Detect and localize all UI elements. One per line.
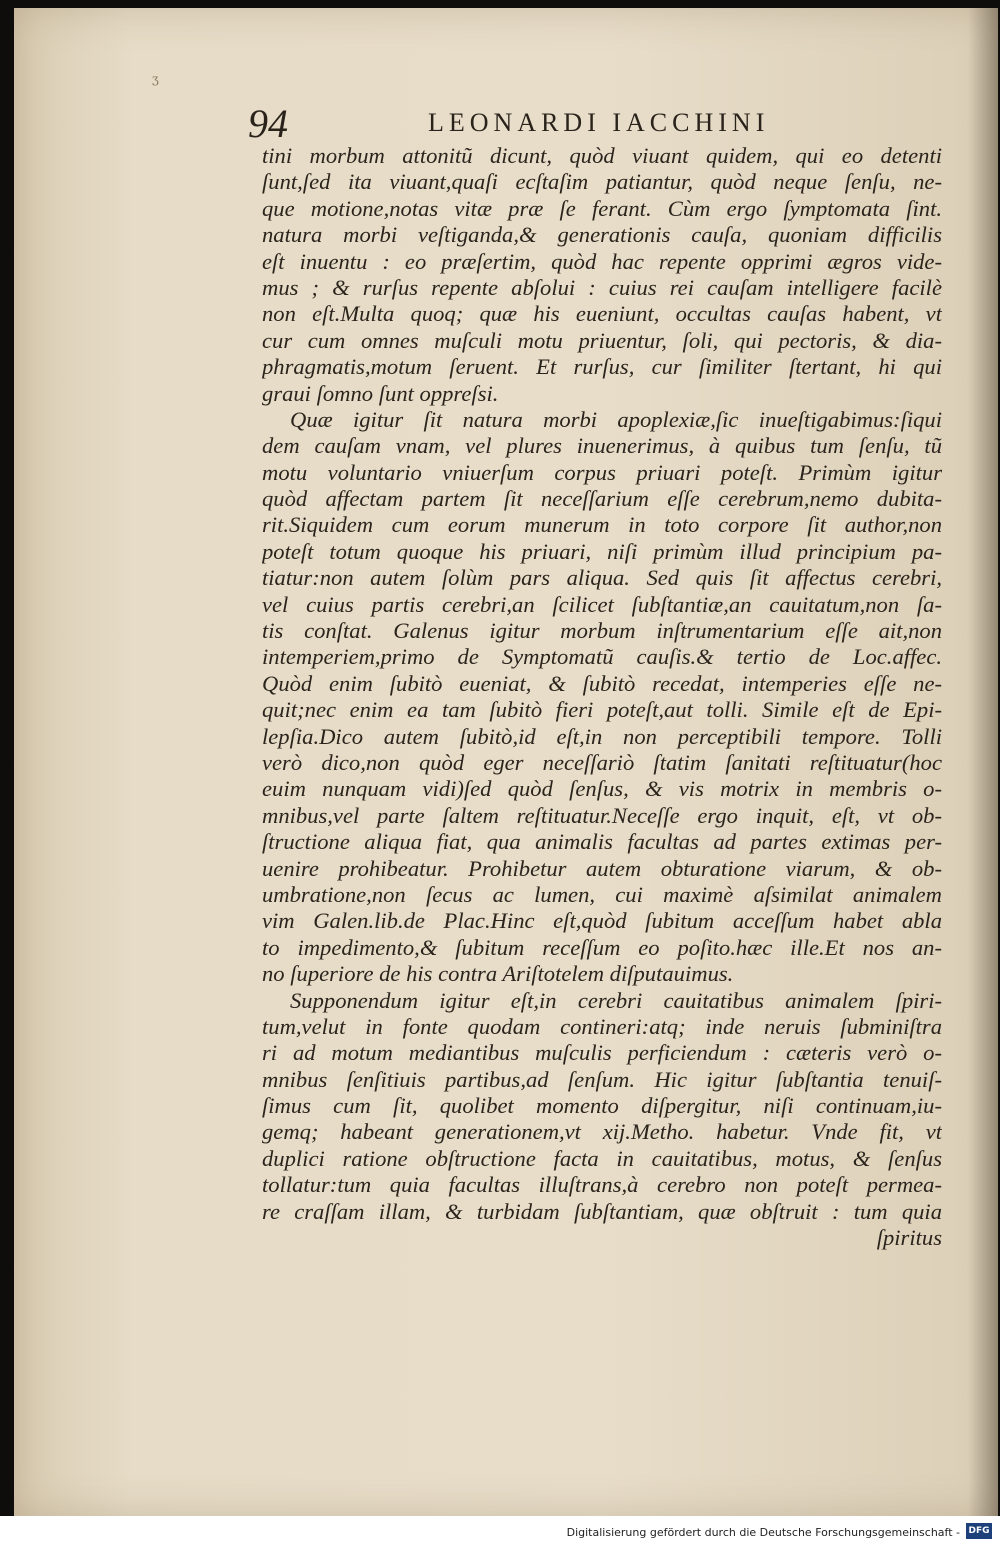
- running-head: LEONARDI IACCHINI: [428, 108, 770, 137]
- text-line: poteſt totum quoque his priuari, niſi primùm illud principium pa-: [262, 538, 942, 564]
- text-line: tum,velut in fonte quodam contineri:atq; inde neruis ſubminiſtra: [262, 1013, 942, 1039]
- text-line: no ſuperiore de his contra Ariſtotelem diſputauimus.: [262, 961, 734, 987]
- page-number: 94: [248, 101, 288, 146]
- text-line: mus ; & rurſus repente abſolui : cuius rei cauſam intelligere facilè: [262, 274, 942, 300]
- catchword: ſpiritus: [876, 1225, 942, 1251]
- text-line: tini morbum attonitũ dicunt, quòd viuant quidem, qui eo detenti: [262, 143, 942, 168]
- body-text: [262, 143, 942, 1251]
- text-line: que motione,notas vitæ præ ſe ferant. Cùm ergo ſymptomata ſint.: [262, 195, 942, 221]
- text-line: quit;nec enim ea tam ſubitò fieri poteſt,aut tolli. Simile eſt de Epi-: [262, 697, 942, 723]
- paragraph-start: Quæ igitur ſit natura morbi apoplexiæ,ſic inueſtigabimus:ſiqui: [290, 406, 942, 432]
- dfg-logo: DFG: [966, 1523, 992, 1539]
- text-line: euim nunquam vidi)ſed quòd ſenſus, & vis motrix in membris o-: [262, 776, 942, 802]
- text-line: ſtructione aliqua fiat, qua animalis facultas ad partes extimas per-: [262, 829, 942, 855]
- text-line: ſimus cum ſit, quolibet momento diſpergitur, niſi continuam,iu-: [262, 1093, 942, 1119]
- text-line: tollatur:tum quia facultas illuſtrans,à cerebro non poteſt permea-: [262, 1172, 942, 1198]
- text-line: ri ad motum mediantibus muſculis perficiendum : cæteris verò o-: [262, 1040, 942, 1066]
- text-line: motu voluntario vniuerſum corpus priuari poteſt. Primùm igitur: [262, 459, 942, 485]
- text-line: quòd affectam partem ſit neceſſarium eſſe cerebrum,nemo dubita-: [262, 486, 942, 512]
- text-line: intemperiem,primo de Symptomatũ cauſis.& tertio de Loc.affec.: [262, 644, 942, 670]
- text-line: dem cauſam vnam, vel plures inuenerimus, à quibus tum ſenſu, tũ: [262, 433, 942, 459]
- text-line: graui ſomno ſunt oppreſsi.: [262, 380, 499, 406]
- text-line: mnibus ſenſitiuis partibus,ad ſenſum. Hic igitur ſubſtantia tenuiſ-: [262, 1066, 942, 1092]
- text-line: mnibus,vel parte ſaltem reſtituatur.Neceſſe ergo inquit, eſt, vt ob-: [262, 802, 942, 828]
- text-line: to impedimento,& ſubitum receſſum eo poſito.hæc ille.Et nos an-: [262, 934, 942, 960]
- page-gutter-shadow: [968, 8, 998, 1516]
- text-line: umbratione,non ſecus ac lumen, cui maximè aſsimilat animalem: [262, 881, 942, 907]
- text-line: duplici ratione obſtructione facta in cauitatibus, motus, & ſenſus: [262, 1145, 942, 1171]
- text-line: eſt inuentu : eo præſertim, quòd hac repente opprimi ægros vide-: [262, 248, 942, 274]
- text-line: vel cuius partis cerebri,an ſcilicet ſubſtantiæ,an cauitatum,non ſa-: [262, 591, 942, 617]
- text-line: cur cum omnes muſculi motu priuentur, ſoli, qui pectoris, & dia-: [262, 327, 942, 353]
- text-line: non eſt.Multa quoq; quæ his eueniunt, occultas cauſas habent, vt: [262, 301, 942, 327]
- text-line: lepſia.Dico autem ſubitò,id eſt,in non perceptibili tempore. Tolli: [262, 723, 942, 749]
- footer-bar: [0, 1516, 1000, 1551]
- text-line: tis conſtat. Galenus igitur morbum inſtrumentarium eſſe ait,non: [262, 618, 942, 644]
- text-line: verò dico,non quòd eger neceſſariò ſtatim ſanitati reſtituatur(hoc: [262, 749, 942, 775]
- text-line: rit.Siquidem cum eorum munerum in toto corpore ſit author,non: [262, 512, 942, 538]
- text-line: tiatur:non autem ſolùm pars aliqua. Sed quis ſit affectus cerebri,: [262, 565, 942, 591]
- text-line: vim Galen.lib.de Plac.Hinc eſt,quòd ſubitum acceſſum habet abla: [262, 908, 942, 934]
- text-line: natura morbi veſtiganda,& generationis cauſa, quoniam difficilis: [262, 222, 942, 248]
- text-line: uenire prohibeatur. Prohibetur autem obturatione viarum, & ob-: [262, 855, 942, 881]
- text-line: phragmatis,motum ſeruent. Et rurſus, cur ſimiliter ſtertant, hi qui: [262, 354, 942, 380]
- text-line: Quòd enim ſubitò eueniat, & ſubitò recedat, intemperies eſſe ne-: [262, 670, 942, 696]
- funding-credit: Digitalisierung gefördert durch die Deutsche Forschungsgemeinschaft -: [566, 1526, 960, 1539]
- paragraph-start: Supponendum igitur eſt,in cerebri cauitatibus animalem ſpiri-: [290, 987, 942, 1013]
- text-line: ſunt,ſed ita viuant,quaſi ecſtaſim patiantur, quòd neque ſenſu, ne-: [262, 169, 942, 195]
- margin-mark: ʒ: [152, 72, 159, 86]
- text-line: gemq; habeant generationem,vt xij.Metho. habetur. Vnde fit, vt: [262, 1119, 942, 1145]
- text-line: re craſſam illam, & turbidam ſubſtantiam, quæ obſtruit : tum quia: [262, 1198, 942, 1224]
